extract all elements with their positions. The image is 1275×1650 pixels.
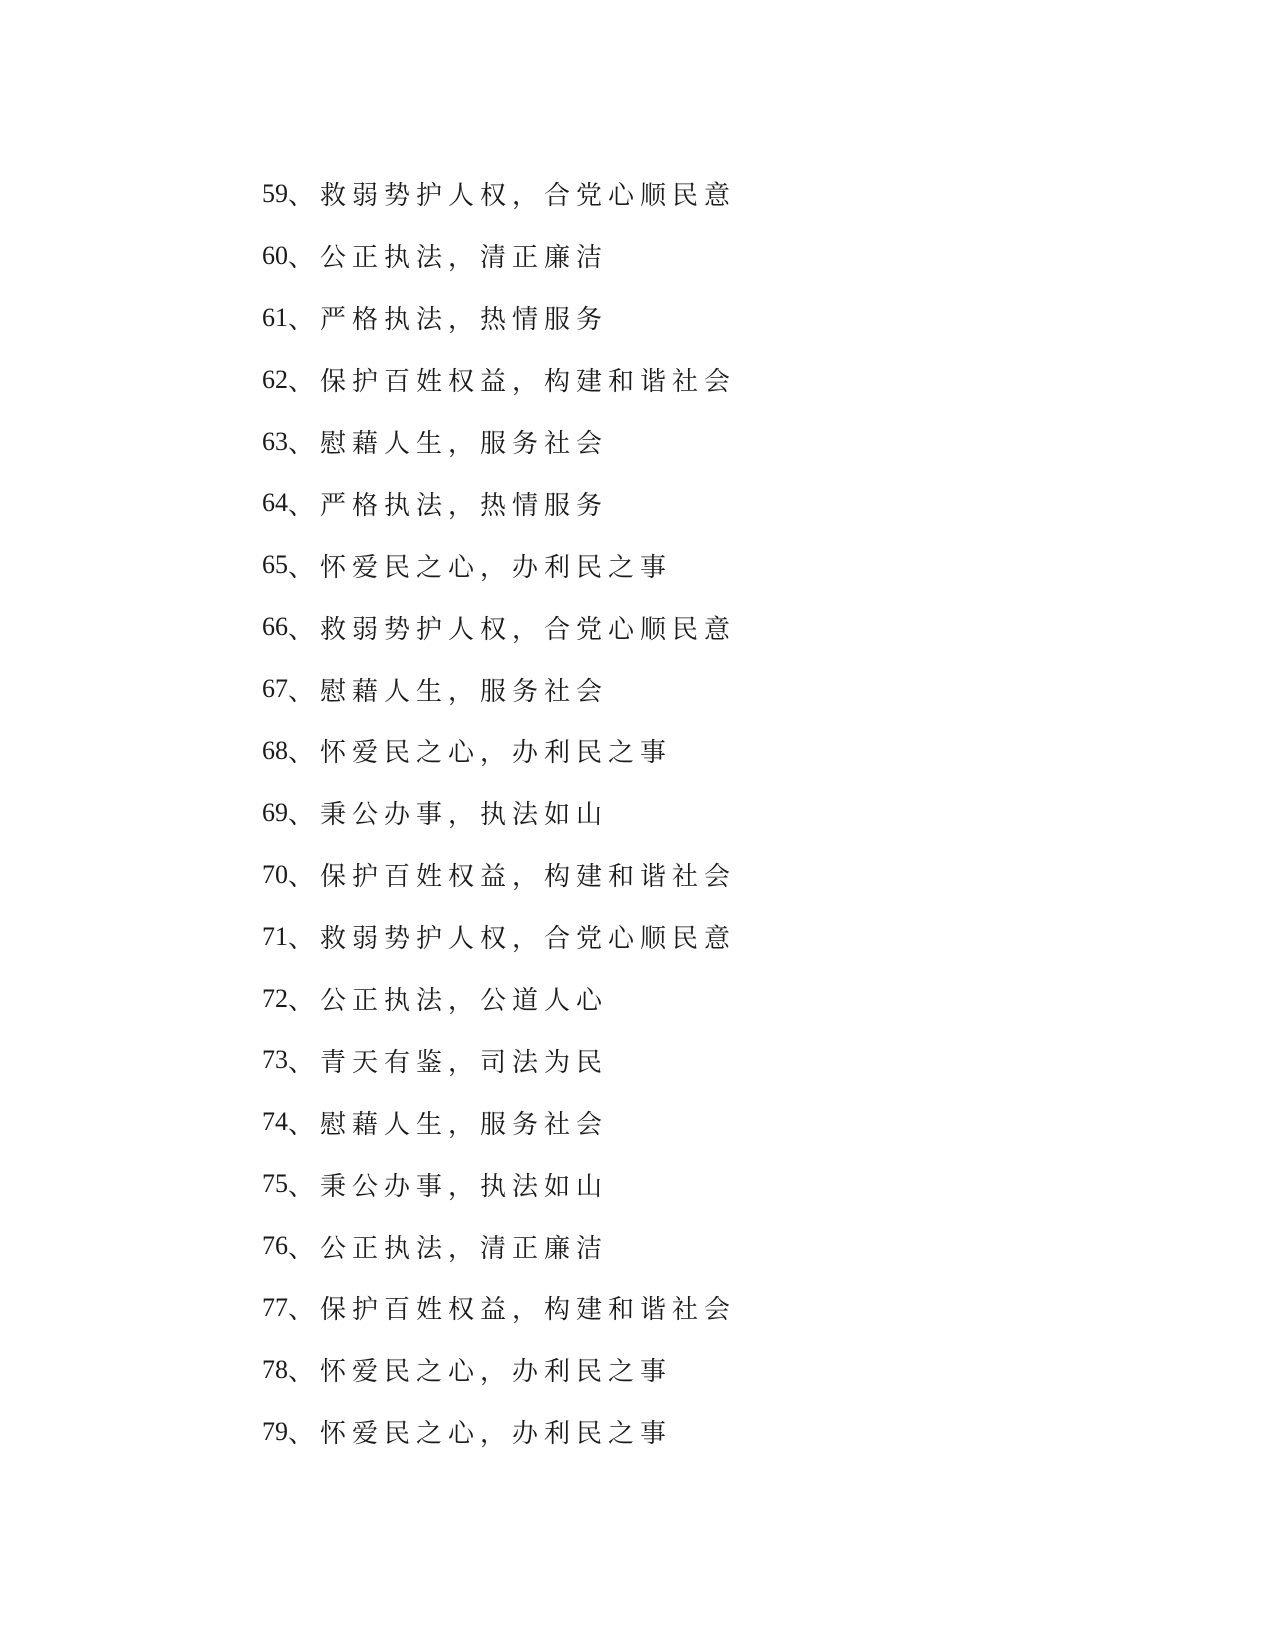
item-text: 、保护百姓权益，构建和谐社会 [288, 367, 737, 398]
item-number: 59 [262, 178, 288, 208]
list-item [262, 968, 736, 1030]
item-number: 67 [262, 674, 288, 704]
list-item [262, 906, 736, 968]
list-item [262, 658, 736, 720]
item-text: 、救弱势护人权，合党心顺民意 [288, 924, 737, 955]
item-text: 、秉公办事，执法如山 [288, 800, 609, 831]
list-item [262, 287, 736, 349]
item-text: 、怀爱民之心，办利民之事 [288, 1357, 673, 1388]
item-text: 、慰藉人生，服务社会 [288, 1109, 609, 1140]
item-text: 、慰藉人生，服务社会 [288, 429, 609, 459]
list-item [262, 349, 736, 411]
item-number: 72 [262, 983, 288, 1013]
item-text: 、秉公办事，执法如山 [288, 1171, 609, 1202]
item-text: 、公正执法，清正廉洁 [288, 243, 609, 274]
item-number: 71 [262, 921, 288, 951]
list-item [262, 534, 736, 596]
item-number: 61 [262, 302, 288, 332]
item-text: 、保护百姓权益，构建和谐社会 [288, 862, 737, 893]
item-number: 64 [262, 488, 288, 518]
item-number: 77 [262, 1292, 288, 1322]
item-number: 62 [262, 364, 288, 394]
item-text: 、慰藉人生，服务社会 [288, 676, 609, 707]
item-number: 63 [262, 426, 288, 456]
item-text: 、救弱势护人权，合党心顺民意 [288, 614, 737, 645]
item-text: 、青天有鉴，司法为民 [288, 1047, 609, 1078]
item-text: 、公正执法，清正廉洁 [288, 1233, 609, 1264]
list-item [262, 225, 736, 287]
list-item [262, 1277, 736, 1339]
item-number: 68 [262, 735, 288, 765]
item-text: 、保护百姓权益，构建和谐社会 [288, 1295, 737, 1326]
list-item [262, 1401, 736, 1463]
item-number: 66 [262, 612, 288, 642]
item-number: 75 [262, 1169, 288, 1199]
item-number: 78 [262, 1354, 288, 1384]
list-item [262, 844, 736, 906]
list-item [262, 596, 736, 658]
item-number: 70 [262, 859, 288, 889]
item-number: 76 [262, 1231, 288, 1261]
item-text: 、救弱势护人权，合党心顺民意 [288, 181, 737, 212]
item-text: 、怀爱民之心，办利民之事 [288, 552, 673, 583]
list-item [262, 782, 736, 844]
item-number: 60 [262, 240, 288, 270]
slogan-list [262, 163, 736, 1463]
list-item [262, 720, 736, 782]
item-text: 、怀爱民之心，办利民之事 [288, 738, 673, 769]
item-number: 73 [262, 1045, 288, 1075]
item-text: 、严格执法，热情服务 [288, 305, 609, 336]
item-number: 79 [262, 1416, 288, 1446]
list-item [262, 1153, 736, 1215]
item-number: 74 [262, 1107, 288, 1137]
item-text: 、公正执法，公道人心 [288, 986, 609, 1017]
list-item [262, 411, 736, 473]
list-item [262, 1029, 736, 1091]
list-item [262, 1339, 736, 1401]
list-item [262, 1091, 736, 1153]
list-item [262, 1215, 736, 1277]
list-item [262, 472, 736, 534]
item-number: 69 [262, 797, 288, 827]
item-number: 65 [262, 550, 288, 580]
item-text: 、严格执法，热情服务 [288, 490, 609, 521]
list-item [262, 163, 736, 225]
item-text: 、怀爱民之心，办利民之事 [288, 1419, 673, 1450]
